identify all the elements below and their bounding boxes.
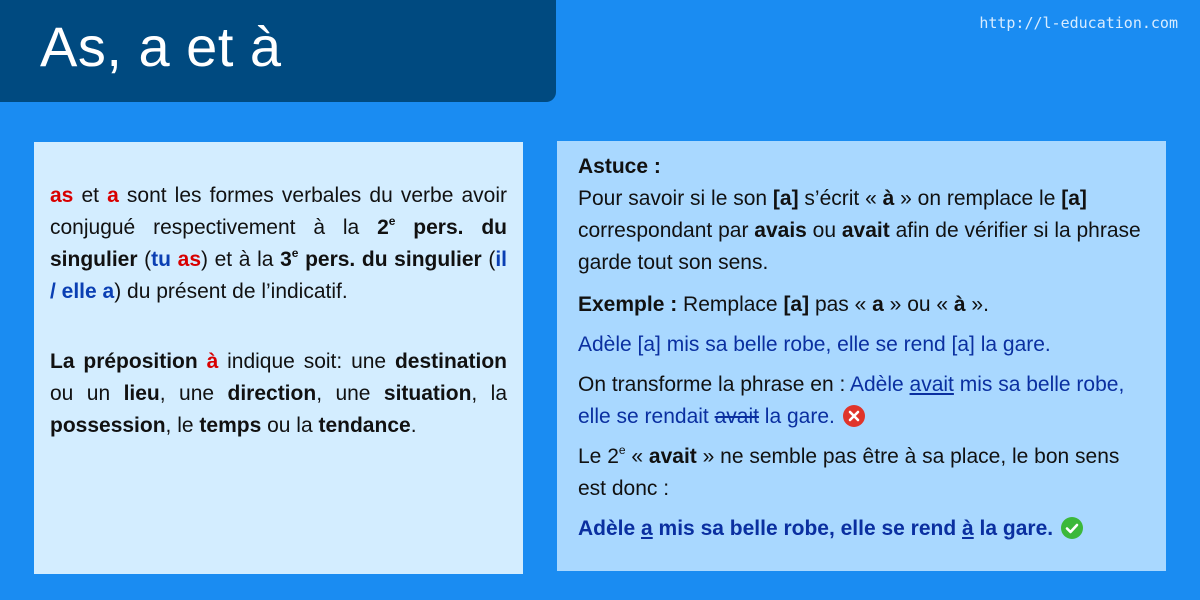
phoneme: [a] <box>1061 187 1087 210</box>
text: la gare. <box>973 517 1054 540</box>
text: ». <box>965 293 989 316</box>
preposition-label: La préposition <box>50 350 198 373</box>
page-title: As, a et à <box>40 15 282 78</box>
word-a: a <box>872 293 884 316</box>
text: s’écrit « <box>798 187 883 210</box>
word-a: a <box>102 280 115 303</box>
keyword: destination <box>394 350 507 373</box>
keyword: temps <box>199 414 262 437</box>
example-sentence: Adèle [a] mis sa belle robe, elle se rend [a] la gare. <box>578 333 1051 356</box>
underlined-avait: avait <box>909 373 954 396</box>
text: ( <box>481 248 496 271</box>
text: Adèle <box>849 373 910 396</box>
keyword: possession <box>50 414 166 437</box>
keyword: situation <box>383 382 472 405</box>
word-a-grave: à <box>953 293 966 316</box>
text: , une <box>316 382 384 405</box>
text: mis sa belle robe, elle se rend <box>652 517 963 540</box>
text: pas « <box>809 293 873 316</box>
text: et <box>73 184 108 207</box>
struck-avait: avait <box>714 405 759 428</box>
text: , une <box>159 382 228 405</box>
example-label: Exemple : <box>578 293 678 316</box>
correct-sentence <box>578 513 1152 545</box>
text: 2 <box>377 216 389 239</box>
explanation-panel <box>34 142 523 574</box>
text: , la <box>471 382 508 405</box>
text: indique soit: une <box>218 350 395 373</box>
spacer <box>578 505 1152 513</box>
word-as: as <box>50 184 74 207</box>
text: » ou « <box>883 293 954 316</box>
word-a: a <box>107 184 119 207</box>
keyword: tendance <box>318 414 411 437</box>
text: la gare. <box>758 405 835 428</box>
text: Pour savoir si le son <box>578 187 773 210</box>
superscript: e <box>388 214 396 228</box>
word-a-grave: à <box>206 350 219 373</box>
preposition-explanation <box>50 346 507 442</box>
underlined-a-grave: à <box>962 517 974 540</box>
spacer <box>578 361 1152 369</box>
text: Remplace <box>677 293 784 316</box>
text: Adèle <box>578 517 642 540</box>
tip-text <box>578 183 1152 279</box>
tip-panel <box>557 141 1166 571</box>
spacer <box>578 321 1152 329</box>
spacer <box>50 308 507 346</box>
site-url: http://l-education.com <box>979 14 1178 32</box>
text: ou <box>806 219 842 242</box>
spacer <box>578 279 1152 289</box>
keyword: direction <box>227 382 317 405</box>
word-as: as <box>177 248 201 271</box>
text: ou la <box>261 414 319 437</box>
keyword: lieu <box>123 382 160 405</box>
text: pers. du singulier <box>298 248 482 271</box>
text: pers. du singulier <box>50 216 507 271</box>
text: Astuce : <box>578 155 661 178</box>
text <box>198 350 207 373</box>
word-a-grave: à <box>882 187 895 210</box>
phoneme: [a] <box>772 187 799 210</box>
phoneme: [a] <box>783 293 810 316</box>
check-circle-icon <box>1061 517 1083 539</box>
cross-circle-icon <box>843 405 865 427</box>
text: sont les formes verbales du verbe avoir conjugué respectivement à la <box>50 184 508 239</box>
text: ) du présent de l’indicatif. <box>114 280 348 303</box>
text: On transforme la phrase en : <box>578 373 850 396</box>
text: ) et à la <box>201 248 281 271</box>
text: Le 2 <box>578 445 619 468</box>
example-instruction <box>578 289 1152 321</box>
keyword: avais <box>754 219 807 242</box>
word-tu: tu <box>151 248 171 271</box>
text: ou un <box>50 382 124 405</box>
transformed-sentence <box>578 369 1152 433</box>
word-il-elle: il / elle <box>50 248 508 303</box>
title-bar <box>0 0 556 102</box>
text: , le <box>165 414 200 437</box>
tip-title <box>578 151 1152 183</box>
superscript: e <box>618 443 626 457</box>
keyword: avait <box>648 445 697 468</box>
text <box>171 248 178 271</box>
text: » on remplace le <box>894 187 1062 210</box>
text: » ne semble pas être à sa place, le bon sens est donc : <box>578 445 1120 500</box>
conclusion-text <box>578 441 1152 505</box>
spacer <box>578 433 1152 441</box>
text: correspondant par <box>578 219 755 242</box>
text: afin de vérifier si la phrase garde tout son sens. <box>578 219 1141 274</box>
text: 3 <box>280 248 292 271</box>
text: mis sa belle robe, elle se rendait <box>578 373 1125 428</box>
text: ( <box>137 248 152 271</box>
text: « <box>625 445 649 468</box>
text: . <box>410 414 417 437</box>
superscript: e <box>291 246 299 260</box>
keyword: avait <box>841 219 890 242</box>
underlined-a: a <box>641 517 653 540</box>
verb-explanation <box>50 180 507 308</box>
third-person <box>280 248 482 271</box>
